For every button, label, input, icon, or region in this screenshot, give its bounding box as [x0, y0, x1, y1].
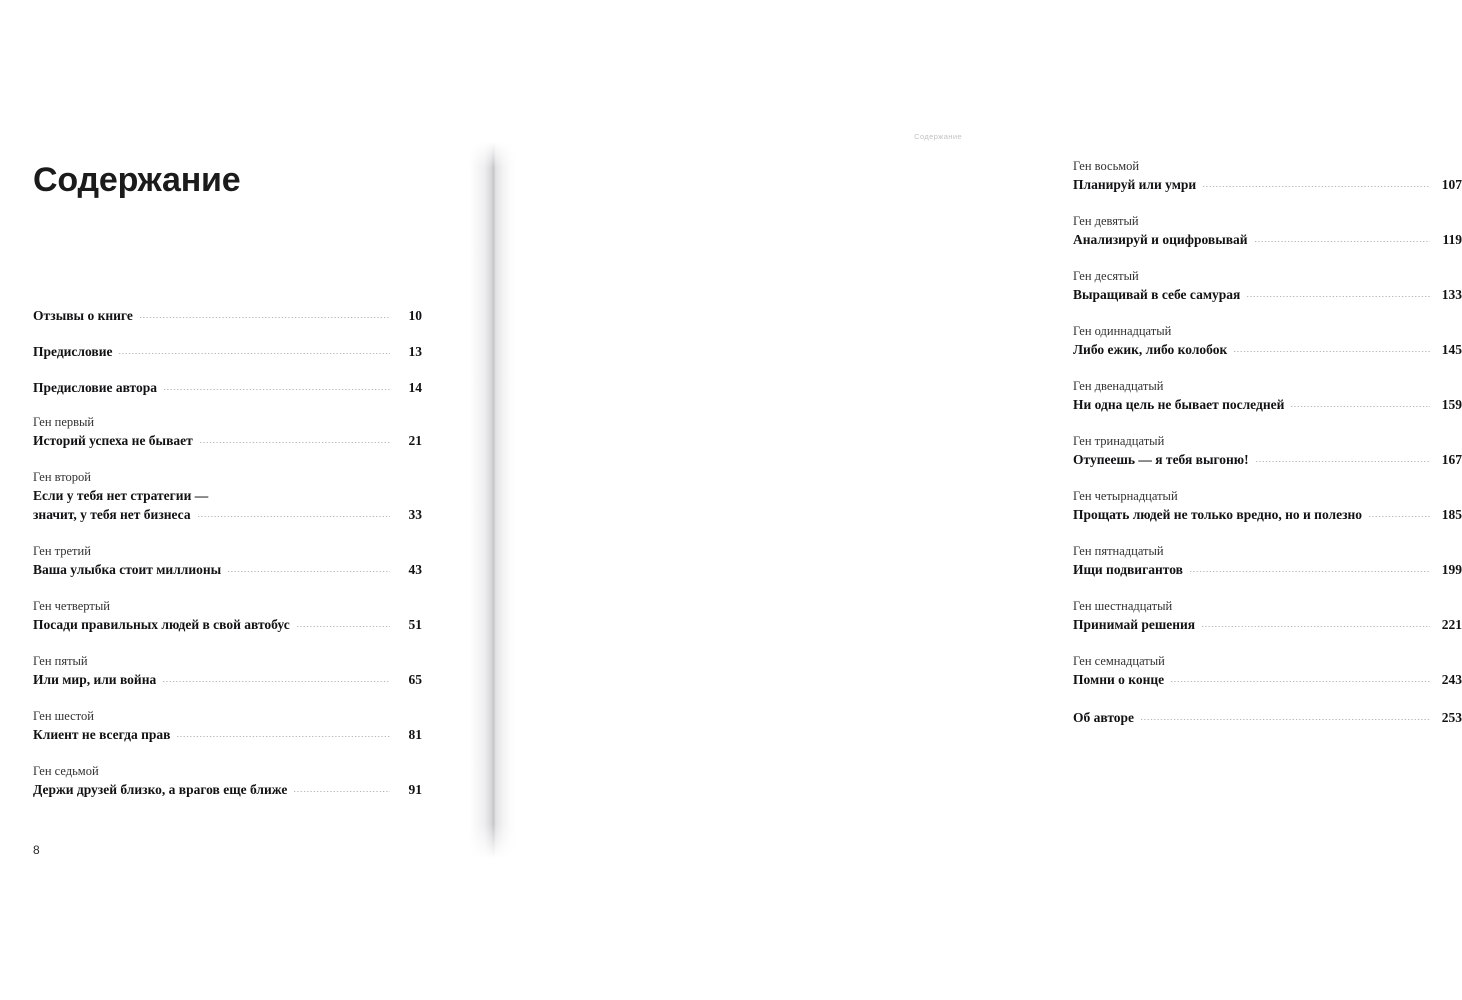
toc-entry-page-number: 221: [1441, 617, 1462, 632]
toc-entry-title: Историй успеха не бывает: [33, 433, 193, 448]
toc-entry[interactable]: [1073, 323, 1462, 359]
toc-entry-label: Ген четырнадцатый: [1073, 489, 1178, 503]
toc-entry-line: [1073, 395, 1462, 414]
toc-entry-line: [33, 780, 422, 799]
toc-entry-line: [1073, 285, 1462, 304]
toc-entry-line: [33, 615, 422, 634]
toc-entry-title: Ни одна цель не бывает последней: [1073, 397, 1285, 412]
dot-leader: [164, 389, 390, 390]
toc-entry-label: Ген второй: [33, 470, 91, 484]
toc-entry[interactable]: [33, 763, 422, 799]
toc-entries-left: [33, 306, 422, 799]
toc-entry[interactable]: [1073, 213, 1462, 249]
toc-entry-label: Ген седьмой: [33, 764, 99, 778]
toc-entry-line: [33, 725, 422, 744]
toc-entry-label: Ген тринадцатый: [1073, 434, 1165, 448]
toc-entry-title: Отзывы о книге: [33, 308, 133, 323]
toc-entry-label: Ген шестнадцатый: [1073, 599, 1173, 613]
toc-entry-line: [33, 342, 422, 361]
toc-entry-title: Принимай решения: [1073, 617, 1196, 632]
running-header: Содержание: [914, 132, 962, 141]
toc-entry-title: Держи друзей близко, а врагов еще ближе: [33, 782, 288, 797]
book-gutter-shadow: [470, 142, 516, 858]
toc-entry-line: [1073, 175, 1462, 194]
toc-entry-page-number: 167: [1441, 452, 1462, 467]
toc-entry[interactable]: [33, 543, 422, 579]
toc-entry[interactable]: [33, 342, 422, 361]
dot-leader: [1190, 571, 1430, 572]
toc-entry-label: Ген двенадцатый: [1073, 379, 1164, 393]
toc-entry-line: [33, 431, 422, 450]
toc-entry-label: Ген одиннадцатый: [1073, 324, 1172, 338]
dot-leader: [1141, 719, 1430, 720]
toc-entry[interactable]: [33, 414, 422, 450]
toc-entry-label: Ген первый: [33, 415, 95, 429]
toc-entry-line: [33, 306, 422, 325]
dot-leader: [163, 681, 390, 682]
toc-entry-title: Анализируй и оцифровывай: [1073, 232, 1248, 247]
toc-entry-label: Ген шестой: [33, 709, 94, 723]
toc-entry[interactable]: [33, 469, 422, 524]
toc-entry-page-number: 133: [1441, 287, 1462, 302]
toc-entry-title: Предисловие: [33, 344, 113, 359]
left-page: [0, 0, 500, 1000]
toc-entry-title: Ищи подвигантов: [1073, 562, 1183, 577]
toc-entry-page-number: 65: [408, 672, 422, 687]
dot-leader: [297, 626, 390, 627]
toc-entry-label: Ген девятый: [1073, 214, 1139, 228]
dot-leader: [1256, 461, 1430, 462]
toc-entry-title: Клиент не всегда прав: [33, 727, 171, 742]
toc-entry-line: [1073, 670, 1462, 689]
dot-leader: [198, 516, 390, 517]
toc-entry[interactable]: [33, 598, 422, 634]
toc-entry[interactable]: [1073, 158, 1462, 194]
toc-entry-line: [1073, 340, 1462, 359]
toc-entry-label: Ген восьмой: [1073, 159, 1140, 173]
toc-entry-line: [1073, 230, 1462, 249]
dot-leader: [1247, 296, 1430, 297]
toc-entry-page-number: 21: [408, 433, 422, 448]
toc-entry-title: Выращивай в себе самурая: [1073, 287, 1241, 302]
toc-entry-title: Прощать людей не только вредно, но и полезно: [1073, 507, 1363, 522]
toc-entry-line: [33, 505, 422, 524]
toc-entry-title: Ваша улыбка стоит миллионы: [33, 562, 222, 577]
dot-leader: [119, 353, 390, 354]
toc-entry-label: Ген пятый: [33, 654, 88, 668]
dot-leader: [1369, 516, 1430, 517]
toc-entry-page-number: 185: [1441, 507, 1462, 522]
toc-entry[interactable]: [1073, 268, 1462, 304]
dot-leader: [1202, 626, 1430, 627]
toc-entry-page-number: 107: [1441, 177, 1462, 192]
toc-entry-label: Ген пятнадцатый: [1073, 544, 1164, 558]
toc-entry-page-number: 10: [408, 308, 422, 323]
toc-entry[interactable]: [1073, 598, 1462, 634]
toc-entry-title: Планируй или умри: [1073, 177, 1197, 192]
toc-entry-title: Или мир, или война: [33, 672, 157, 687]
toc-entry[interactable]: [33, 653, 422, 689]
dot-leader: [177, 736, 390, 737]
toc-entry[interactable]: [1073, 378, 1462, 414]
dot-leader: [1291, 406, 1430, 407]
toc-entry-line: [1073, 615, 1462, 634]
toc-entry-label: Ген десятый: [1073, 269, 1139, 283]
page-title: Содержание: [33, 161, 241, 199]
toc-entry[interactable]: [1073, 708, 1462, 727]
toc-entry-title: Посади правильных людей в свой автобус: [33, 617, 290, 632]
toc-entry-line: [1073, 708, 1462, 727]
toc-entry-page-number: 199: [1441, 562, 1462, 577]
page-number-folio: 8: [33, 843, 40, 857]
toc-entry[interactable]: [33, 306, 422, 325]
toc-entry-page-number: 159: [1441, 397, 1462, 412]
dot-leader: [228, 571, 390, 572]
toc-entry-title: Об авторе: [1073, 710, 1135, 725]
toc-entry-line: [33, 560, 422, 579]
toc-entry-page-number: 43: [408, 562, 422, 577]
toc-entry-label: Ген четвертый: [33, 599, 110, 613]
toc-entry-line: [33, 670, 422, 689]
toc-entry-page-number: 243: [1441, 672, 1462, 687]
dot-leader: [1171, 681, 1430, 682]
toc-entry-title-line: Если у тебя нет стратегии —: [33, 488, 209, 503]
dot-leader: [294, 791, 390, 792]
toc-entry-line: [33, 378, 422, 397]
toc-entry-page-number: 13: [408, 344, 422, 359]
toc-entries-right: [1073, 158, 1462, 744]
dot-leader: [1234, 351, 1430, 352]
toc-entry-page-number: 51: [408, 617, 422, 632]
toc-entry-title: значит, у тебя нет бизнеса: [33, 507, 191, 522]
toc-entry[interactable]: [33, 708, 422, 744]
toc-entry[interactable]: [1073, 653, 1462, 689]
toc-entry-page-number: 81: [408, 727, 422, 742]
toc-entry-page-number: 145: [1441, 342, 1462, 357]
dot-leader: [1203, 186, 1430, 187]
toc-entry-title: Помни о конце: [1073, 672, 1165, 687]
toc-entry-title: Предисловие автора: [33, 380, 158, 395]
toc-entry-line: [1073, 450, 1462, 469]
toc-entry[interactable]: [1073, 543, 1462, 579]
toc-entry-line: [1073, 505, 1462, 524]
dot-leader: [140, 317, 390, 318]
toc-entry[interactable]: [33, 378, 422, 397]
toc-entry-label: Ген третий: [33, 544, 91, 558]
toc-entry-line: [1073, 560, 1462, 579]
right-page: [500, 0, 1462, 1000]
toc-entry-page-number: 119: [1442, 232, 1462, 247]
toc-entry-page-number: 14: [408, 380, 422, 395]
toc-entry-title: Либо ежик, либо колобок: [1073, 342, 1228, 357]
toc-entry-label: Ген семнадцатый: [1073, 654, 1165, 668]
dot-leader: [1255, 241, 1430, 242]
toc-entry-page-number: 33: [408, 507, 422, 522]
toc-entry-page-number: 91: [408, 782, 422, 797]
dot-leader: [200, 442, 390, 443]
toc-entry[interactable]: [1073, 433, 1462, 469]
toc-entry-title: Отупеешь — я тебя выгоню!: [1073, 452, 1249, 467]
toc-entry-page-number: 253: [1441, 710, 1462, 725]
toc-entry[interactable]: [1073, 488, 1462, 524]
